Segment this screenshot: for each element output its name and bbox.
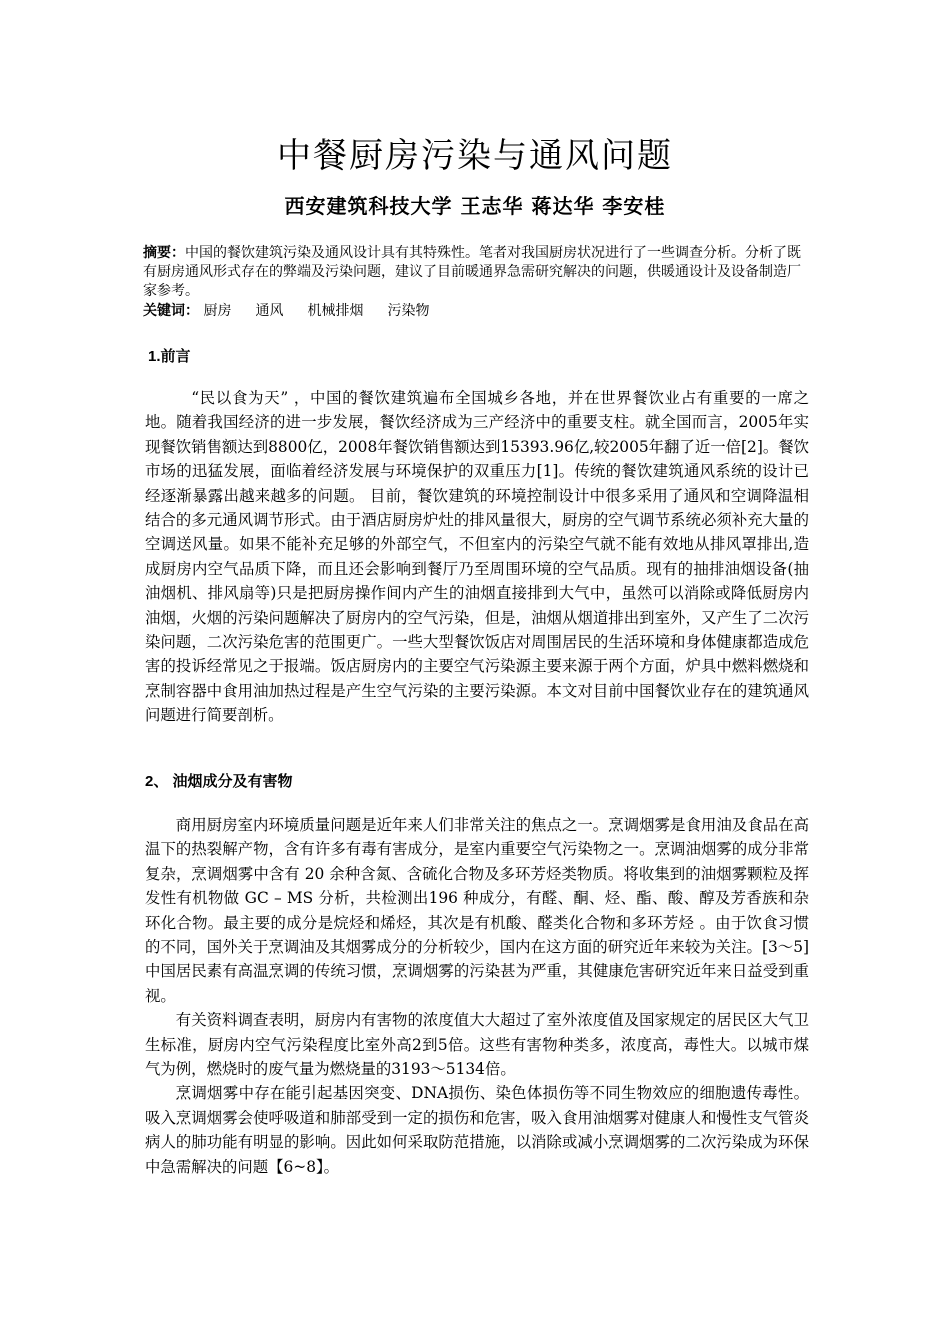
paragraph: 有关资料调查表明，厨房内有害物的浓度值大大超过了室外浓度值及国家规定的居民区大气卫生标准，厨房内空气污染程度比室外高2到5倍。这些有害物种类多，浓度高，毒性大。以城市煤气为例，燃烧时的废气量为燃烧量的3193～5134倍。 (145, 1011, 809, 1079)
section-heading-intro: 1.前言 (148, 348, 191, 365)
keyword: 机械排烟 (307, 303, 364, 319)
abstract (143, 244, 811, 301)
paper-authors: 西安建筑科技大学 王志华 蒋达华 李安桂 (284, 194, 666, 218)
paragraph: 商用厨房室内环境质量问题是近年来人们非常关注的焦点之一。烹调烟雾是食用油及食品在高温下的热裂解产物，含有许多有毒有害成分，是室内重要空气污染物之一。烹调油烟雾的成分非常复杂，烹调烟雾中含有 20 余种含氮、含硫化合物及多环芳烃类物质。将收集到的油烟雾颗粒及挥发性有机物做 GC – MS 分析，共检测出196 种成分，有醛、酮、烃、酯、酸、醇及芳香族和杂环化合物。最主要的成分是烷烃和烯烃，其次是有机酸、醛类化合物和多环芳烃 。由于饮食习惯的不同，国外关于烹调油及其烟雾成分的分析较少，国内在这方面的研究近年来较为关注。[3～5]中国居民素有高温烹调的传统习惯，烹调烟雾的污染甚为严重，其健康危害研究近年来日益受到重视。 (145, 816, 809, 1005)
paragraph: 烹调烟雾中存在能引起基因突变、DNA损伤、染色体损伤等不同生物效应的细胞遗传毒性。吸入烹调烟雾会使呼吸道和肺部受到一定的损伤和危害，吸入食用油烟雾对健康人和慢性支气管炎病人的肺功能有明显的影响。因此如何采取防范措施，以消除或减小烹调烟雾的二次污染成为环保中急需解决的问题【6~8】。 (145, 1084, 809, 1176)
paragraph: “民以食为天” ，中国的餐饮建筑遍布全国城乡各地，并在世界餐饮业占有重要的一席之地。随着我国经济的进一步发展，餐饮经济成为三产经济中的重要支柱。就全国而言，2005年实现餐饮销售额达到8800亿，2008年餐饮销售额达到15393.96亿,较2005年翻了近一倍[2]。餐饮市场的迅猛发展，面临着经济发展与环境保护的双重压力[1]。传统的餐饮建筑通风系统的设计已经逐渐暴露出越来越多的问题。 目前，餐饮建筑的环境控制设计中很多采用了通风和空调降温相结合的多元通风调节形式。由于酒店厨房炉灶的排风量很大，厨房的空气调节系统必须补充大量的空调送风量。如果不能补充足够的外部空气，不但室内的污染空气就不能有效地从排风罩排出,造成厨房内空气品质下降，而且还会影响到餐厅乃至周围环境的空气品质。现有的抽排油烟设备(抽油烟机、排风扇等)只是把厨房操作间内产生的油烟直接排到大气中，虽然可以消除或降低厨房内油烟，火烟的污染问题解决了厨房内的空气污染，但是，油烟从烟道排出到室外，又产生了二次污染问题，二次污染危害的范围更广。一些大型餐饮饭店对周围居民的生活环境和身体健康都造成危害的投诉经常见之于报端。饭店厨房内的主要空气污染源主要来源于两个方面，炉具中燃料燃烧和烹制容器中食用油加热过程是产生空气污染的主要污染源。本文对目前中国餐饮业存在的建筑通风问题进行简要剖析。 (145, 389, 809, 725)
paper-title: 中餐厨房污染与通风问题 (277, 136, 673, 176)
section-oil-smoke-body (145, 813, 809, 1179)
section-heading-oil-smoke: 2、 油烟成分及有害物 (145, 773, 293, 790)
section-intro-body (145, 386, 809, 728)
keywords-label: 关键词： (143, 303, 199, 319)
abstract-text: 中国的餐饮建筑污染及通风设计具有其特殊性。笔者对我国厨房状况进行了一些调查分析。分析了既有厨房通风形式存在的弊端及污染问题，建议了目前暖通界急需研究解决的问题，供暖通设计及设备制造厂家参考。 (143, 245, 801, 299)
keyword: 厨房 (203, 303, 232, 319)
abstract-label: 摘要： (143, 245, 185, 261)
keywords (143, 302, 811, 321)
keyword: 污染物 (387, 303, 430, 319)
keyword: 通风 (255, 303, 284, 319)
